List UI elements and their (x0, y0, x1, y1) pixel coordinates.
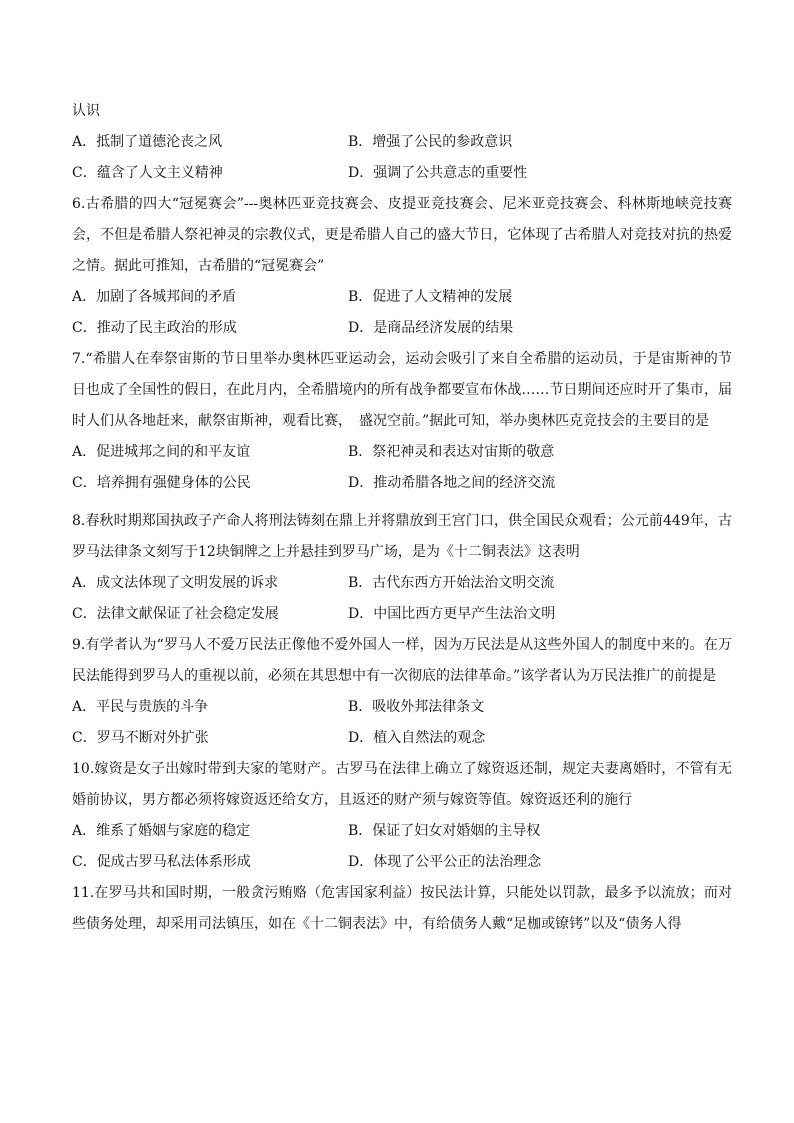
option-b: B．吸收外邦法律条文 (348, 699, 485, 715)
option-d: D．推动希腊各地之间的经济交流 (348, 475, 556, 491)
spacer (72, 499, 732, 506)
option-b: B．保证了妇女对婚姻的主导权 (348, 823, 541, 839)
question-7-stem: 7.“希腊人在奉祭宙斯的节日里举办奥林匹亚运动会，运动会吸引了来自全希腊的运动员，于是宙斯神的节日也成了全国性的假日，在此月内，全希腊境内的所有战争都要宣布休战……节日期间还应时开了集市，届时人们从各地赶来，献祭宙斯神，观看比赛， 盛况空前。”据此可知，举办奥林匹克竞技会的主要目的是 (72, 351, 732, 429)
question-stem-continuation: 认识 (72, 103, 100, 119)
question-9-stem: 9.有学者认为“罗马人不爱万民法正像他不爱外国人一样，因为万民法是从这些外国人的制度中来的。在万民法能得到罗马人的重视以前，必须在其思想中有一次彻底的法律革命。”该学者认为万民法推广的前提是 (72, 637, 732, 684)
question-6-stem: 6.古希腊的四大“冠冕赛会”---奥林匹亚竞技赛会、皮提亚竞技赛会、尼米亚竞技赛会、科林斯地峡竞技赛会，不但是希腊人祭祀神灵的宗教仪式，更是希腊人自己的盛大节日，它体现了古希腊人对竞技对抗的热爱之情。据此可推知，古希腊的“冠冕赛会” (72, 196, 732, 274)
option-c: C．法律文献保证了社会稳定发展 (72, 606, 279, 622)
question-8-options (72, 568, 732, 630)
option-d: D．是商品经济发展的结果 (348, 320, 514, 336)
option-c: C．培养拥有强健身体的公民 (72, 475, 251, 491)
option-c: C．蕴含了人文主义精神 (72, 165, 223, 181)
option-a: A．促进城邦之间的和平友谊 (72, 444, 251, 460)
option-c: C．罗马不断对外扩张 (72, 730, 209, 746)
option-d: D．中国比西方更早产生法治文明 (348, 606, 556, 622)
option-b: B．祭祀神灵和表达对宙斯的敬意 (348, 444, 555, 460)
question-10-options (72, 816, 732, 878)
option-d: D．植入自然法的观念 (348, 730, 486, 746)
question-11-stem: 11.在罗马共和国时期，一般贪污贿赂（危害国家利益）按民法计算，只能处以罚款，最多予以流放；而对些债务处理，却采用司法镇压，如在《十二铜表法》中，有给债务人戴“足枷或镣铐”以及“债务人得 (72, 885, 732, 932)
question-6-options (72, 282, 732, 344)
option-a: A．平民与贵族的斗争 (72, 699, 209, 715)
option-d: D．体现了公平公正的法治理念 (348, 854, 542, 870)
option-d: D．强调了公共意志的重要性 (348, 165, 528, 181)
option-b: B．古代东西方开始法治文明交流 (348, 575, 555, 591)
option-c: C．推动了民主政治的形成 (72, 320, 237, 336)
question-8-stem: 8.春秋时期郑国执政子产命人将刑法铸刻在鼎上并将鼎放到王宫门口，供全国民众观看；公元前449年，古罗马法律条文刻写于12块铜牌之上并悬挂到罗马广场，是为《十二铜表法》这表明 (72, 513, 732, 560)
option-b: B．促进了人文精神的发展 (348, 289, 513, 305)
question-10-stem: 10.嫁资是女子出嫁时带到夫家的笔财产。古罗马在法律上确立了嫁资返还制，规定夫妻离婚时，不管有无婚前协议，男方都必须将嫁资返还给女方，且返还的财产须与嫁资等值。嫁资返还利的施行 (72, 761, 732, 808)
option-a: A．加剧了各城邦间的矛盾 (72, 289, 237, 305)
option-a: A．成文法体现了文明发展的诉求 (72, 575, 279, 591)
question-list (72, 96, 732, 940)
option-a: A．抵制了道德沦丧之风 (72, 134, 223, 150)
question-options (72, 127, 732, 189)
option-a: A．维系了婚姻与家庭的稳定 (72, 823, 251, 839)
question-7-options (72, 437, 732, 499)
option-c: C．促成古罗马私法体系形成 (72, 854, 251, 870)
question-9-options (72, 692, 732, 754)
option-b: B．增强了公民的参政意识 (348, 134, 513, 150)
